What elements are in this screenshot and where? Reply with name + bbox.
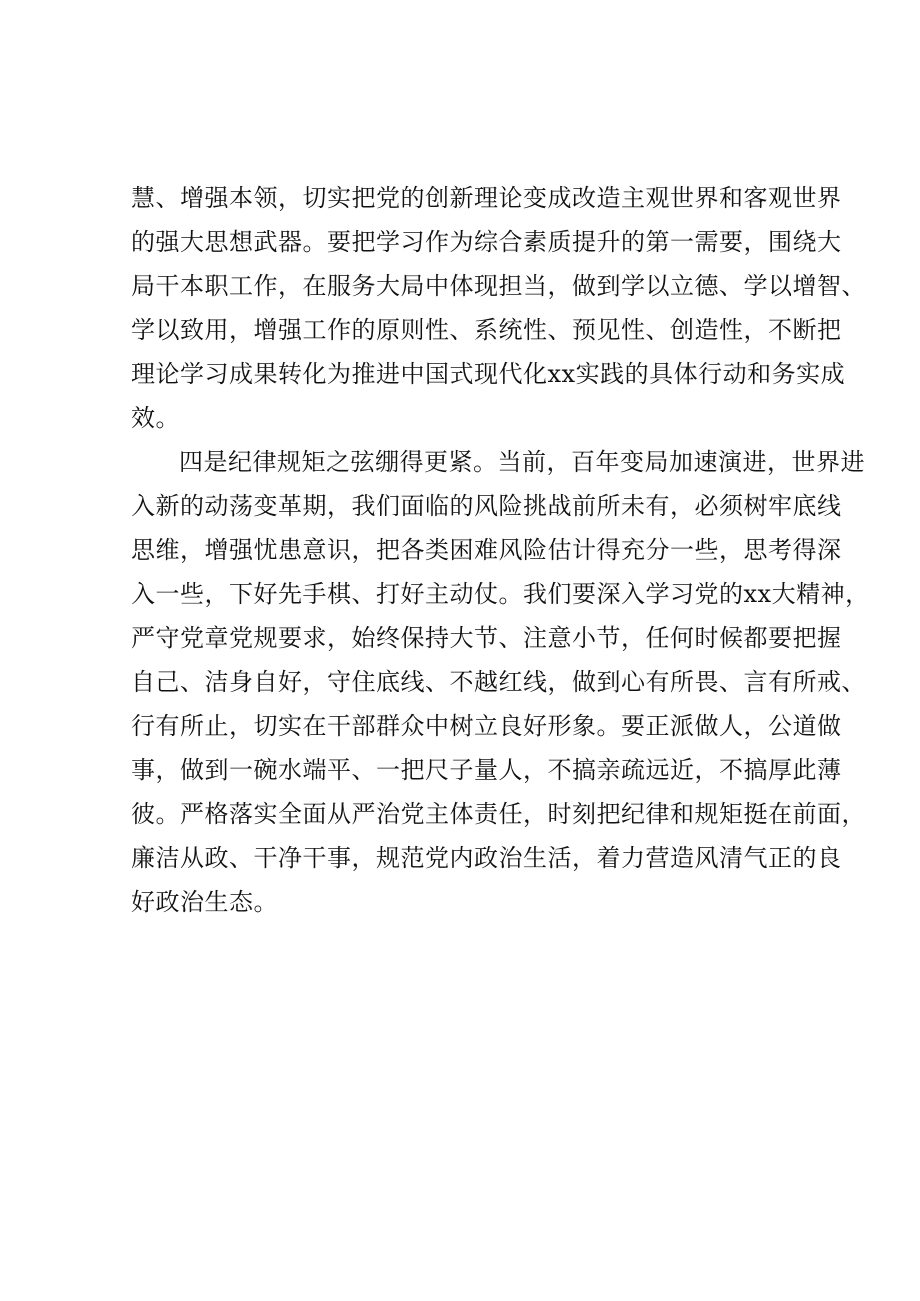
paragraph-1 <box>131 176 866 440</box>
paragraph-line: 局干本职工作，在服务大局中体现担当，做到学以立德、学以增智、 <box>131 272 866 300</box>
paragraph-line: 的强大思想武器。要把学习作为综合素质提升的第一需要，围绕大 <box>131 228 842 256</box>
paragraph-line: 行有所止，切实在干部群众中树立良好形象。要正派做人，公道做 <box>131 712 842 740</box>
paragraph-line: 彼。严格落实全面从严治党主体责任，时刻把纪律和规矩挺在前面， <box>131 800 866 828</box>
paragraph-line: 好政治生态。 <box>131 888 278 916</box>
paragraph-line: 廉洁从政、干净干事，规范党内政治生活，着力营造风清气正的良 <box>131 844 842 872</box>
paragraph-line: 四是纪律规矩之弦绷得更紧。当前，百年变局加速演进，世界进 <box>179 448 865 476</box>
paragraph-line: 慧、增强本领，切实把党的创新理论变成改造主观世界和客观世界 <box>131 184 842 212</box>
paragraph-line: 严守党章党规要求，始终保持大节、注意小节，任何时候都要把握 <box>131 624 842 652</box>
paragraph-line: 入一些，下好先手棋、打好主动仗。我们要深入学习党的xx大精神， <box>131 580 870 608</box>
paragraph-line: 理论学习成果转化为推进中国式现代化xx实践的具体行动和务实成 <box>131 360 846 388</box>
paragraph-line: 自己、洁身自好，守住底线、不越红线，做到心有所畏、言有所戒、 <box>131 668 866 696</box>
paragraph-line: 学以致用，增强工作的原则性、系统性、预见性、创造性，不断把 <box>131 316 842 344</box>
paragraph-line: 效。 <box>131 404 180 432</box>
paragraph-2 <box>131 440 870 924</box>
paragraph-line: 事，做到一碗水端平、一把尺子量人，不搞亲疏远近，不搞厚此薄 <box>131 756 842 784</box>
document-body <box>131 176 870 924</box>
paragraph-line: 入新的动荡变革期，我们面临的风险挑战前所未有，必须树牢底线 <box>131 492 842 520</box>
paragraph-line: 思维，增强忧患意识，把各类困难风险估计得充分一些，思考得深 <box>131 536 842 564</box>
